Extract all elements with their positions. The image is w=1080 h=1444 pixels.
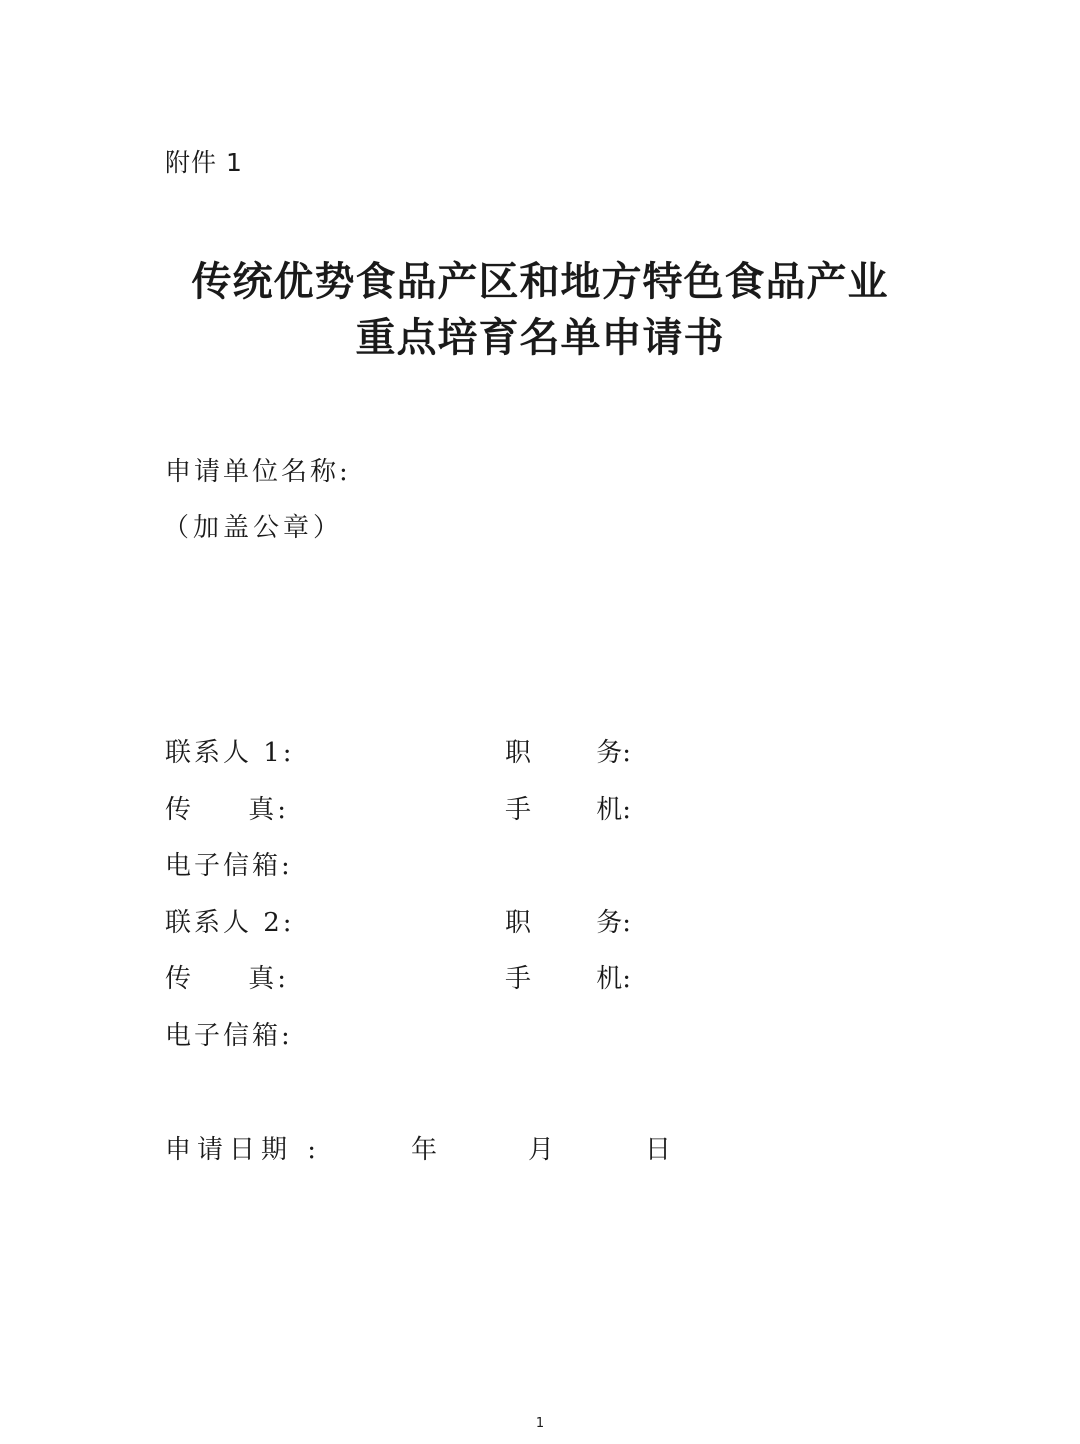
contact-2-email-row [0,1015,1080,1055]
mobile-label-char-2: 机: [596,795,631,825]
application-date-label: 申请日期 : [165,1135,323,1165]
applicant-name-label: 申请单位名称: [165,457,351,487]
contact-1-email-label: 电子信箱: [165,851,293,881]
application-date-row [0,1129,1080,1169]
fax-label-char-1: 传 [165,964,195,994]
contact-2-label: 联系人 2: [165,908,295,938]
contact-2-fax-row [0,958,1080,998]
position-label-char-2: 务: [596,908,631,938]
position-label-char-1: 职 [505,738,532,768]
mobile-label-char-1: 手 [505,964,532,994]
date-year-label: 年 [411,1135,438,1165]
contact-1-mobile-label [505,789,631,826]
position-label-char-1: 职 [505,908,532,938]
contact-1-email-row [0,845,1080,885]
fax-label-char-2: 真: [248,795,289,825]
document-title-line-1: 传统优势食品产区和地方特色食品产业 [191,258,889,305]
contact-2-fax-label [165,958,289,995]
contact-1-position-label [505,732,631,769]
document-title-line-2: 重点培育名单申请书 [355,314,725,361]
contact-1-fax-label [165,789,289,826]
contact-1-fax-row [0,789,1080,829]
mobile-label-char-2: 机: [596,964,631,994]
contact-2-email-label: 电子信箱: [165,1021,293,1051]
contact-1-label: 联系人 1: [165,738,295,768]
page-number: 1 [535,1416,545,1431]
contact-1-row [0,732,1080,772]
seal-note: （加盖公章） [163,513,344,543]
attachment-label: 附件 1 [165,148,243,177]
date-day-label: 日 [645,1135,672,1165]
fax-label-char-1: 传 [165,795,195,825]
mobile-label-char-1: 手 [505,795,532,825]
contact-2-position-label [505,902,631,939]
contact-2-row [0,902,1080,942]
contact-2-mobile-label [505,958,631,995]
fax-label-char-2: 真: [248,964,289,994]
position-label-char-2: 务: [596,738,631,768]
date-month-label: 月 [528,1135,555,1165]
